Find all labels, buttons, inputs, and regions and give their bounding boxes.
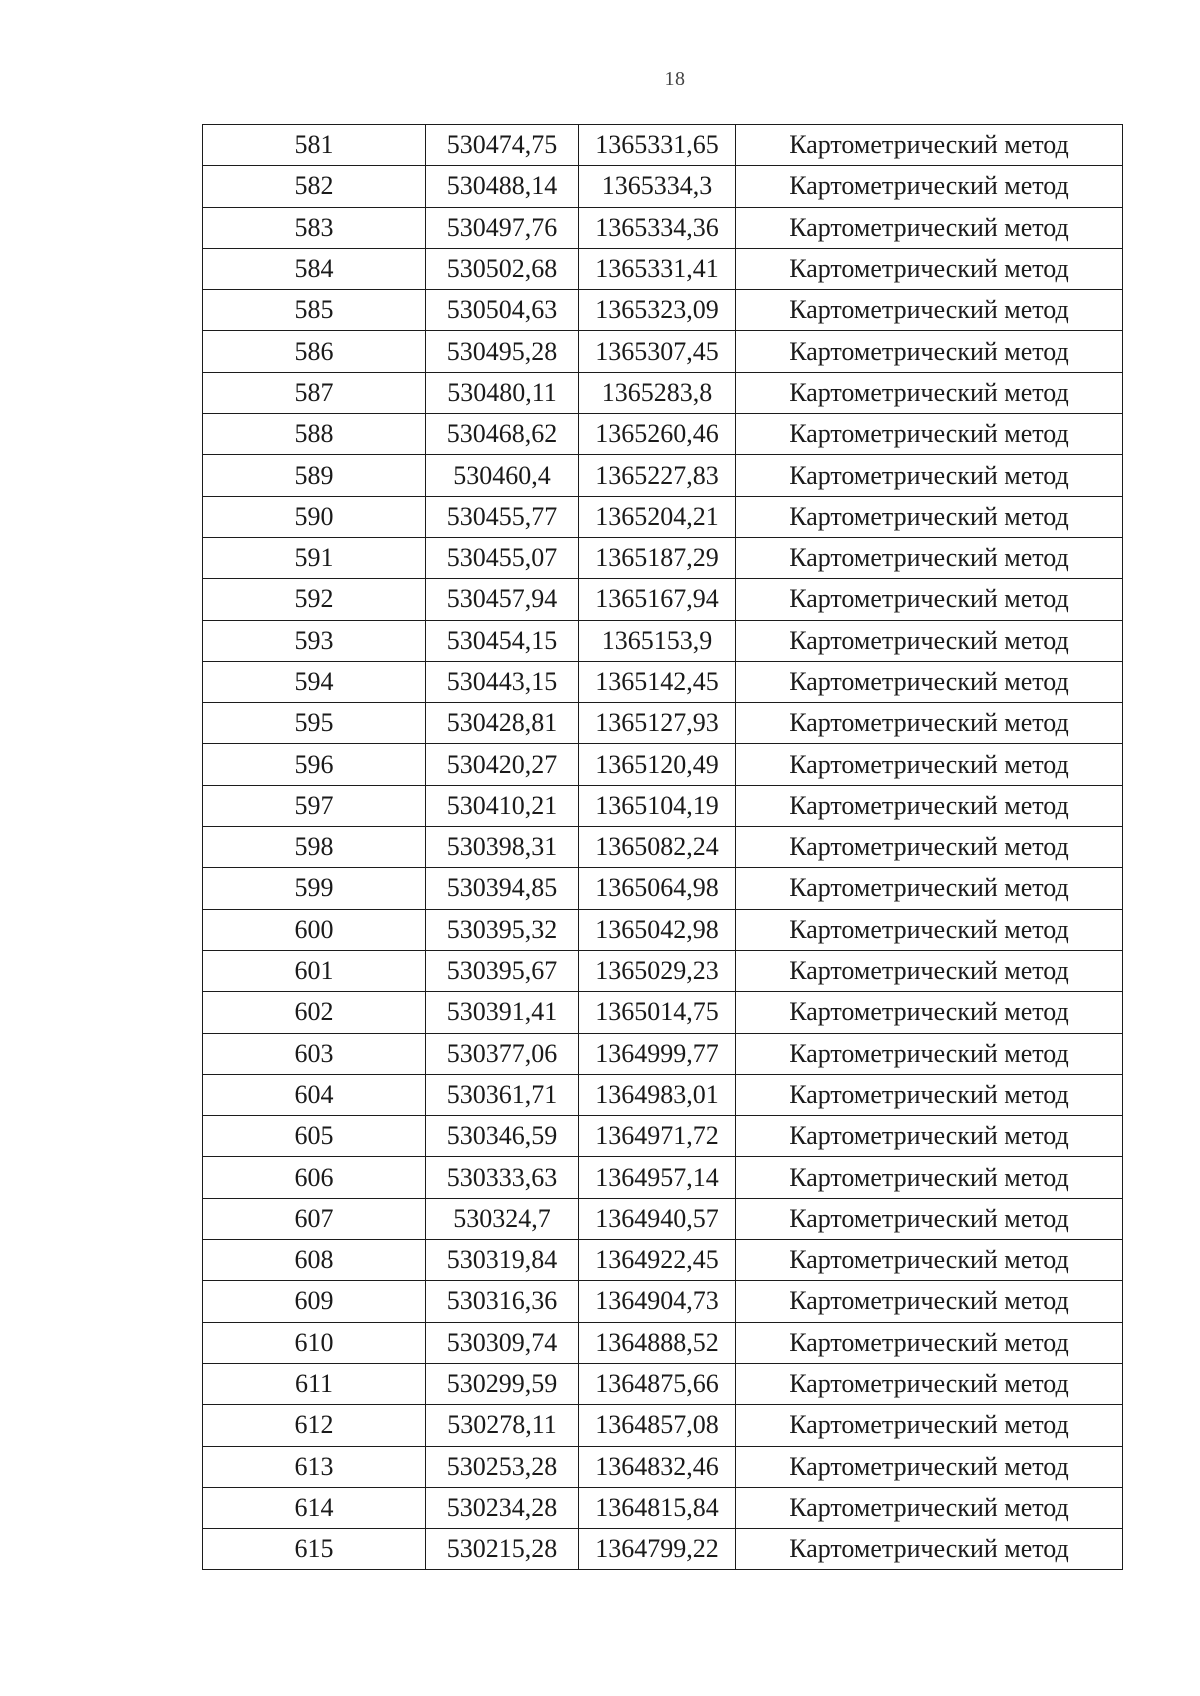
x-coordinate-cell: 530460,4: [426, 455, 579, 496]
point-number-cell: 598: [203, 827, 426, 868]
method-cell: Картометрический метод: [736, 1322, 1123, 1363]
y-coordinate-cell: 1365334,36: [579, 207, 736, 248]
point-number-cell: 584: [203, 248, 426, 289]
point-number-cell: 604: [203, 1074, 426, 1115]
method-cell: Картометрический метод: [736, 1281, 1123, 1322]
y-coordinate-cell: 1365283,8: [579, 372, 736, 413]
method-cell: Картометрический метод: [736, 290, 1123, 331]
point-number-cell: 591: [203, 537, 426, 578]
x-coordinate-cell: 530455,07: [426, 537, 579, 578]
point-number-cell: 597: [203, 785, 426, 826]
y-coordinate-cell: 1364957,14: [579, 1157, 736, 1198]
method-cell: Картометрический метод: [736, 1240, 1123, 1281]
x-coordinate-cell: 530455,77: [426, 496, 579, 537]
table-row: [203, 1281, 1123, 1322]
point-number-cell: 614: [203, 1487, 426, 1528]
y-coordinate-cell: 1365334,3: [579, 166, 736, 207]
point-number-cell: 590: [203, 496, 426, 537]
table-row: [203, 496, 1123, 537]
point-number-cell: 610: [203, 1322, 426, 1363]
table-row: [203, 1116, 1123, 1157]
point-number-cell: 583: [203, 207, 426, 248]
method-cell: Картометрический метод: [736, 248, 1123, 289]
x-coordinate-cell: 530309,74: [426, 1322, 579, 1363]
x-coordinate-cell: 530361,71: [426, 1074, 579, 1115]
table-row: [203, 372, 1123, 413]
y-coordinate-cell: 1364999,77: [579, 1033, 736, 1074]
y-coordinate-cell: 1365127,93: [579, 703, 736, 744]
method-cell: Картометрический метод: [736, 1446, 1123, 1487]
y-coordinate-cell: 1365167,94: [579, 579, 736, 620]
y-coordinate-cell: 1364888,52: [579, 1322, 736, 1363]
method-cell: Картометрический метод: [736, 414, 1123, 455]
method-cell: Картометрический метод: [736, 1198, 1123, 1239]
table-row: [203, 661, 1123, 702]
table-row: [203, 248, 1123, 289]
table-row: [203, 620, 1123, 661]
table-row: [203, 1157, 1123, 1198]
y-coordinate-cell: 1365331,41: [579, 248, 736, 289]
x-coordinate-cell: 530278,11: [426, 1405, 579, 1446]
x-coordinate-cell: 530253,28: [426, 1446, 579, 1487]
y-coordinate-cell: 1365082,24: [579, 827, 736, 868]
table-row: [203, 1363, 1123, 1404]
method-cell: Картометрический метод: [736, 1157, 1123, 1198]
x-coordinate-cell: 530495,28: [426, 331, 579, 372]
point-number-cell: 611: [203, 1363, 426, 1404]
point-number-cell: 599: [203, 868, 426, 909]
x-coordinate-cell: 530398,31: [426, 827, 579, 868]
x-coordinate-cell: 530443,15: [426, 661, 579, 702]
y-coordinate-cell: 1364815,84: [579, 1487, 736, 1528]
method-cell: Картометрический метод: [736, 868, 1123, 909]
method-cell: Картометрический метод: [736, 909, 1123, 950]
method-cell: Картометрический метод: [736, 827, 1123, 868]
x-coordinate-cell: 530474,75: [426, 125, 579, 166]
method-cell: Картометрический метод: [736, 496, 1123, 537]
table-body: [203, 125, 1123, 1570]
table-row: [203, 1487, 1123, 1528]
point-number-cell: 609: [203, 1281, 426, 1322]
x-coordinate-cell: 530468,62: [426, 414, 579, 455]
table-row: [203, 1529, 1123, 1570]
point-number-cell: 602: [203, 992, 426, 1033]
x-coordinate-cell: 530377,06: [426, 1033, 579, 1074]
point-number-cell: 589: [203, 455, 426, 496]
y-coordinate-cell: 1364904,73: [579, 1281, 736, 1322]
y-coordinate-cell: 1365120,49: [579, 744, 736, 785]
page-number: 18: [664, 68, 686, 90]
table-row: [203, 909, 1123, 950]
table-row: [203, 744, 1123, 785]
table-row: [203, 1405, 1123, 1446]
x-coordinate-cell: 530333,63: [426, 1157, 579, 1198]
point-number-cell: 608: [203, 1240, 426, 1281]
point-number-cell: 586: [203, 331, 426, 372]
table-row: [203, 125, 1123, 166]
x-coordinate-cell: 530504,63: [426, 290, 579, 331]
y-coordinate-cell: 1364940,57: [579, 1198, 736, 1239]
table-row: [203, 207, 1123, 248]
method-cell: Картометрический метод: [736, 785, 1123, 826]
y-coordinate-cell: 1365323,09: [579, 290, 736, 331]
table-row: [203, 1074, 1123, 1115]
x-coordinate-cell: 530234,28: [426, 1487, 579, 1528]
table-row: [203, 1322, 1123, 1363]
method-cell: Картометрический метод: [736, 125, 1123, 166]
table-row: [203, 290, 1123, 331]
point-number-cell: 594: [203, 661, 426, 702]
point-number-cell: 605: [203, 1116, 426, 1157]
table-row: [203, 166, 1123, 207]
y-coordinate-cell: 1365014,75: [579, 992, 736, 1033]
y-coordinate-cell: 1365331,65: [579, 125, 736, 166]
x-coordinate-cell: 530454,15: [426, 620, 579, 661]
table-row: [203, 992, 1123, 1033]
point-number-cell: 596: [203, 744, 426, 785]
x-coordinate-cell: 530420,27: [426, 744, 579, 785]
x-coordinate-cell: 530299,59: [426, 1363, 579, 1404]
method-cell: Картометрический метод: [736, 166, 1123, 207]
x-coordinate-cell: 530391,41: [426, 992, 579, 1033]
method-cell: Картометрический метод: [736, 744, 1123, 785]
table-row: [203, 1240, 1123, 1281]
table-row: [203, 537, 1123, 578]
x-coordinate-cell: 530410,21: [426, 785, 579, 826]
x-coordinate-cell: 530394,85: [426, 868, 579, 909]
method-cell: Картометрический метод: [736, 1116, 1123, 1157]
y-coordinate-cell: 1365227,83: [579, 455, 736, 496]
table-row: [203, 414, 1123, 455]
y-coordinate-cell: 1364857,08: [579, 1405, 736, 1446]
point-number-cell: 588: [203, 414, 426, 455]
x-coordinate-cell: 530215,28: [426, 1529, 579, 1570]
table-row: [203, 331, 1123, 372]
coordinates-table: [202, 124, 1123, 1570]
y-coordinate-cell: 1365029,23: [579, 950, 736, 991]
point-number-cell: 592: [203, 579, 426, 620]
point-number-cell: 607: [203, 1198, 426, 1239]
table-row: [203, 1198, 1123, 1239]
point-number-cell: 587: [203, 372, 426, 413]
table-row: [203, 579, 1123, 620]
point-number-cell: 615: [203, 1529, 426, 1570]
y-coordinate-cell: 1365142,45: [579, 661, 736, 702]
method-cell: Картометрический метод: [736, 537, 1123, 578]
method-cell: Картометрический метод: [736, 331, 1123, 372]
point-number-cell: 595: [203, 703, 426, 744]
x-coordinate-cell: 530395,67: [426, 950, 579, 991]
y-coordinate-cell: 1365153,9: [579, 620, 736, 661]
point-number-cell: 593: [203, 620, 426, 661]
table-row: [203, 827, 1123, 868]
x-coordinate-cell: 530488,14: [426, 166, 579, 207]
table-row: [203, 1033, 1123, 1074]
x-coordinate-cell: 530497,76: [426, 207, 579, 248]
method-cell: Картометрический метод: [736, 207, 1123, 248]
method-cell: Картометрический метод: [736, 703, 1123, 744]
x-coordinate-cell: 530480,11: [426, 372, 579, 413]
table-row: [203, 1446, 1123, 1487]
table-row: [203, 785, 1123, 826]
x-coordinate-cell: 530316,36: [426, 1281, 579, 1322]
y-coordinate-cell: 1364983,01: [579, 1074, 736, 1115]
method-cell: Картометрический метод: [736, 1405, 1123, 1446]
method-cell: Картометрический метод: [736, 579, 1123, 620]
y-coordinate-cell: 1365307,45: [579, 331, 736, 372]
x-coordinate-cell: 530428,81: [426, 703, 579, 744]
method-cell: Картометрический метод: [736, 1529, 1123, 1570]
point-number-cell: 613: [203, 1446, 426, 1487]
method-cell: Картометрический метод: [736, 1033, 1123, 1074]
method-cell: Картометрический метод: [736, 1074, 1123, 1115]
x-coordinate-cell: 530502,68: [426, 248, 579, 289]
point-number-cell: 585: [203, 290, 426, 331]
y-coordinate-cell: 1365260,46: [579, 414, 736, 455]
y-coordinate-cell: 1364971,72: [579, 1116, 736, 1157]
method-cell: Картометрический метод: [736, 1363, 1123, 1404]
table-row: [203, 703, 1123, 744]
y-coordinate-cell: 1364799,22: [579, 1529, 736, 1570]
y-coordinate-cell: 1364922,45: [579, 1240, 736, 1281]
y-coordinate-cell: 1365104,19: [579, 785, 736, 826]
method-cell: Картометрический метод: [736, 620, 1123, 661]
point-number-cell: 603: [203, 1033, 426, 1074]
table-row: [203, 868, 1123, 909]
x-coordinate-cell: 530457,94: [426, 579, 579, 620]
x-coordinate-cell: 530319,84: [426, 1240, 579, 1281]
y-coordinate-cell: 1365204,21: [579, 496, 736, 537]
method-cell: Картометрический метод: [736, 455, 1123, 496]
y-coordinate-cell: 1365042,98: [579, 909, 736, 950]
point-number-cell: 601: [203, 950, 426, 991]
y-coordinate-cell: 1364832,46: [579, 1446, 736, 1487]
y-coordinate-cell: 1365064,98: [579, 868, 736, 909]
method-cell: Картометрический метод: [736, 950, 1123, 991]
point-number-cell: 612: [203, 1405, 426, 1446]
x-coordinate-cell: 530324,7: [426, 1198, 579, 1239]
method-cell: Картометрический метод: [736, 1487, 1123, 1528]
point-number-cell: 606: [203, 1157, 426, 1198]
y-coordinate-cell: 1365187,29: [579, 537, 736, 578]
table-row: [203, 950, 1123, 991]
method-cell: Картометрический метод: [736, 661, 1123, 702]
x-coordinate-cell: 530395,32: [426, 909, 579, 950]
point-number-cell: 581: [203, 125, 426, 166]
method-cell: Картометрический метод: [736, 372, 1123, 413]
table-row: [203, 455, 1123, 496]
y-coordinate-cell: 1364875,66: [579, 1363, 736, 1404]
point-number-cell: 582: [203, 166, 426, 207]
method-cell: Картометрический метод: [736, 992, 1123, 1033]
point-number-cell: 600: [203, 909, 426, 950]
x-coordinate-cell: 530346,59: [426, 1116, 579, 1157]
